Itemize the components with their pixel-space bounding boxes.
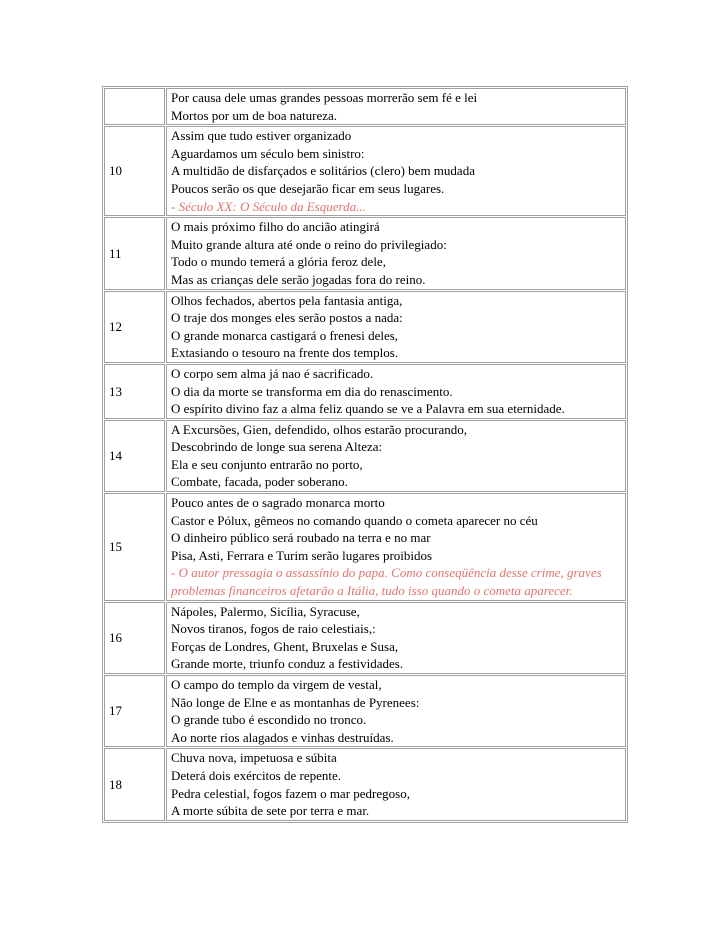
verse-line: Olhos fechados, abertos pela fantasia antiga, (171, 292, 403, 308)
verse-line: O dinheiro público será roubado na terra e no mar (171, 530, 431, 546)
verse-line: O corpo sem alma já nao é sacrificado. (171, 365, 374, 381)
quatrain-table-container (102, 86, 628, 834)
verse-line: Assim que tudo estiver organizado (171, 128, 352, 144)
verse-line: Por causa dele umas grandes pessoas morrerão sem fé e lei (171, 90, 478, 105)
table-row (104, 217, 626, 289)
quatrain-table (102, 86, 628, 823)
verse-line: Pouco antes de o sagrado monarca morto (171, 495, 385, 511)
verse-line: Mortos por um de boa natureza. (171, 107, 338, 123)
quatrain-number: 17 (104, 675, 165, 747)
verse-line: O mais próximo filho do ancião atingirá (171, 219, 380, 235)
table-row (104, 126, 626, 216)
verse-line: O dia da morte se transforma em dia do renascimento. (171, 383, 453, 399)
verse-line: Extasiando o tesouro na frente dos templos. (171, 345, 399, 361)
verse-line: Castor e Pólux, gêmeos no comando quando o cometa aparecer no céu (171, 512, 538, 528)
quatrain-text (166, 217, 626, 289)
verse-line: Pisa, Asti, Ferrara e Turim serão lugares proibidos (171, 547, 433, 563)
verse-line: Ao norte rios alagados e vinhas destruídas. (171, 729, 394, 745)
verse-line: Combate, facada, poder soberano. (171, 474, 348, 490)
quatrain-number (104, 88, 165, 125)
quatrain-number: 16 (104, 602, 165, 674)
verse-line: Forças de Londres, Ghent, Bruxelas e Susa, (171, 638, 399, 654)
quatrain-text (166, 291, 626, 363)
quatrain-text (166, 675, 626, 747)
quatrain-text (166, 748, 626, 820)
verse-line: O espírito divino faz a alma feliz quando se ve a Palavra em sua eternidade. (171, 401, 565, 417)
quatrain-number: 13 (104, 364, 165, 419)
verse-line: A Excursões, Gien, defendido, olhos estarão procurando, (171, 421, 468, 437)
verse-line: Chuva nova, impetuosa e súbita (171, 750, 337, 766)
quatrain-table-body (104, 88, 626, 821)
verse-line: O traje dos monges eles serão postos a nada: (171, 310, 403, 326)
verse-line: Muito grande altura até onde o reino do privilegiado: (171, 236, 447, 252)
quatrain-number: 15 (104, 493, 165, 601)
verse-line: Nápoles, Palermo, Sicília, Syracuse, (171, 603, 360, 619)
verse-line: Mas as crianças dele serão jogadas fora do reino. (171, 271, 426, 287)
verse-line: O grande monarca castigará o frenesi deles, (171, 327, 399, 343)
table-row (104, 493, 626, 601)
quatrain-text (166, 88, 626, 125)
verse-line: Ela e seu conjunto entrarão no porto, (171, 456, 363, 472)
table-row (104, 675, 626, 747)
commentary-note: - Século XX: O Século da Esquerda... (171, 198, 366, 214)
verse-line: Descobrindo de longe sua serena Alteza: (171, 439, 383, 455)
verse-line: Grande morte, triunfo conduz a festividades. (171, 656, 404, 672)
quatrain-number: 10 (104, 126, 165, 216)
commentary-note: - O autor pressagia o assassínio do papa. Como conseqüência desse crime, graves problemas financeiros afetarão a Itália, tudo isso quando o cometa aparecer. (171, 565, 602, 599)
quatrain-text (166, 364, 626, 419)
verse-line: Aguardamos um século bem sinistro: (171, 145, 365, 161)
verse-line: Pedra celestial, fogos fazem o mar pedregoso, (171, 785, 410, 801)
verse-line: Novos tiranos, fogos de raio celestiais,: (171, 621, 376, 637)
quatrain-text (166, 602, 626, 674)
quatrain-text (166, 493, 626, 601)
verse-line: A multidão de disfarçados e solitários (clero) bem mudada (171, 163, 475, 179)
verse-line: O grande tubo é escondido no tronco. (171, 712, 367, 728)
table-row (104, 88, 626, 125)
table-row (104, 364, 626, 419)
verse-line: O campo do templo da virgem de vestal, (171, 677, 382, 692)
quatrain-number: 14 (104, 420, 165, 492)
verse-line: Deterá dois exércitos de repente. (171, 767, 342, 783)
verse-line: A morte súbita de sete por terra e mar. (171, 803, 370, 819)
verse-line: Poucos serão os que desejarão ficar em seus lugares. (171, 180, 445, 196)
quatrain-number: 11 (104, 217, 165, 289)
verse-line: Todo o mundo temerá a glória feroz dele, (171, 254, 386, 270)
quatrain-number: 18 (104, 748, 165, 820)
table-row (104, 291, 626, 363)
quatrain-number: 12 (104, 291, 165, 363)
quatrain-text (166, 420, 626, 492)
quatrain-text (166, 126, 626, 216)
verse-line: Não longe de Elne e as montanhas de Pyrenees: (171, 694, 420, 710)
table-row (104, 602, 626, 674)
table-row (104, 748, 626, 820)
table-row (104, 420, 626, 492)
